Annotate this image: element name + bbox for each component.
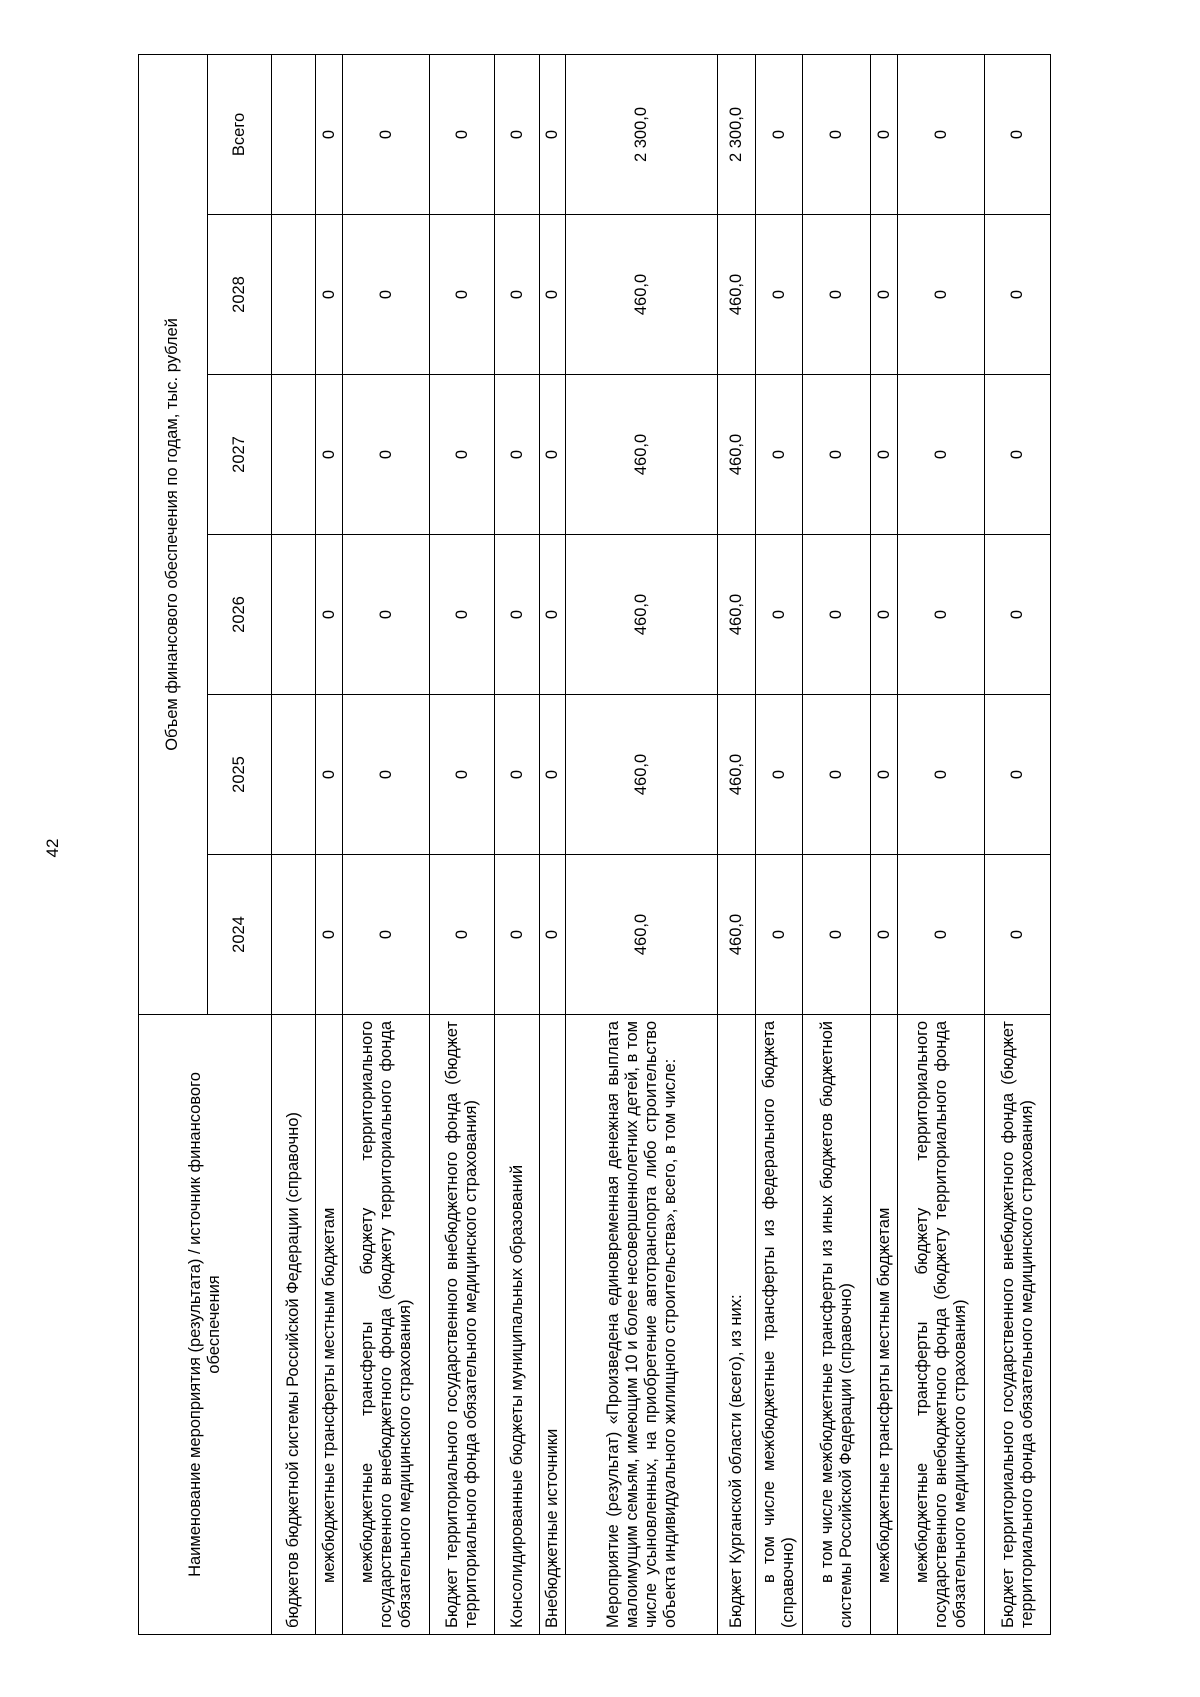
- value-2028: 0: [540, 215, 566, 375]
- header-name-column: Наименование мероприятия (результата) / источник финансового обеспечения: [139, 1015, 272, 1635]
- value-2026: 460,0: [718, 535, 756, 695]
- value-total: 0: [316, 54, 343, 214]
- row-name: межбюджетные трансферты бюджету территориального государственного внебюджетного фонда (бюджету территориального фонда обязательного медицинского страхования): [898, 1015, 985, 1635]
- table-row: [272, 54, 316, 1634]
- value-2024: 0: [756, 855, 803, 1015]
- value-2027: [272, 375, 316, 535]
- value-2024: 0: [495, 855, 540, 1015]
- value-total: 0: [871, 54, 898, 214]
- table-row: [871, 54, 898, 1634]
- rotated-page: [138, 55, 1098, 1635]
- value-2026: 0: [871, 535, 898, 695]
- value-total: 0: [985, 54, 1051, 214]
- row-name: межбюджетные трансферты местным бюджетам: [871, 1015, 898, 1635]
- value-total: 0: [898, 54, 985, 214]
- value-2026: 0: [898, 535, 985, 695]
- value-2024: 460,0: [566, 855, 718, 1015]
- value-2025: 0: [871, 695, 898, 855]
- value-total: 0: [540, 54, 566, 214]
- value-2024: 0: [985, 855, 1051, 1015]
- value-2028: 0: [430, 215, 495, 375]
- row-name: Мероприятие (результат) «Произведена единовременная денежная выплата малоимущим семьям, имеющим 10 и более несовершеннолетних детей, в том числе усыновленных, на приобретение автотранспорта либо строительство объекта индивидуального жилищного строительства», всего, в том числе:: [566, 1015, 718, 1635]
- value-2027: 0: [343, 375, 430, 535]
- table-row: [316, 54, 343, 1634]
- value-2026: 0: [430, 535, 495, 695]
- header-funding-group: Объем финансового обеспечения по годам, тыс. рублей: [139, 54, 208, 1014]
- value-total: 0: [430, 54, 495, 214]
- row-name: Бюджет Курганской области (всего), из них:: [718, 1015, 756, 1635]
- value-2028: 0: [898, 215, 985, 375]
- value-2025: 460,0: [718, 695, 756, 855]
- value-2027: 0: [871, 375, 898, 535]
- value-2024: 0: [430, 855, 495, 1015]
- row-name: Бюджет территориального государственного внебюджетного фонда (бюджет территориального фонда обязательного медицинского страхования): [430, 1015, 495, 1635]
- header-year-2027: 2027: [207, 375, 271, 535]
- value-total: 2 300,0: [718, 54, 756, 214]
- value-2026: 0: [495, 535, 540, 695]
- value-2026: 0: [803, 535, 871, 695]
- value-2024: 0: [871, 855, 898, 1015]
- value-2028: 0: [495, 215, 540, 375]
- value-2024: 0: [316, 855, 343, 1015]
- value-2025: 0: [803, 695, 871, 855]
- value-2026: 460,0: [566, 535, 718, 695]
- value-2026: [272, 535, 316, 695]
- value-2028: 460,0: [566, 215, 718, 375]
- table-row: [803, 54, 871, 1634]
- value-2028: 0: [343, 215, 430, 375]
- value-2025: 0: [316, 695, 343, 855]
- value-2027: 0: [985, 375, 1051, 535]
- value-2026: 0: [316, 535, 343, 695]
- table-row: [718, 54, 756, 1634]
- value-2027: 0: [430, 375, 495, 535]
- table-row: [756, 54, 803, 1634]
- value-2028: 0: [871, 215, 898, 375]
- row-name: межбюджетные трансферты бюджету территориального государственного внебюджетного фонда (бюджету территориального фонда обязательного медицинского страхования): [343, 1015, 430, 1635]
- value-2028: 0: [316, 215, 343, 375]
- value-2025: 460,0: [566, 695, 718, 855]
- value-2027: 0: [495, 375, 540, 535]
- value-2025: 0: [343, 695, 430, 855]
- table-row: [985, 54, 1051, 1634]
- value-total: 0: [343, 54, 430, 214]
- value-2026: 0: [343, 535, 430, 695]
- value-2027: 0: [756, 375, 803, 535]
- header-total: Всего: [207, 54, 271, 214]
- value-2028: 0: [985, 215, 1051, 375]
- table-header-row: [139, 54, 208, 1634]
- header-year-2025: 2025: [207, 695, 271, 855]
- value-2025: 0: [985, 695, 1051, 855]
- row-name: бюджетов бюджетной системы Российской Федерации (справочно): [272, 1015, 316, 1635]
- row-name: Консолидированные бюджеты муниципальных образований: [495, 1015, 540, 1635]
- value-2025: 0: [898, 695, 985, 855]
- value-2024: 0: [540, 855, 566, 1015]
- value-2024: 0: [343, 855, 430, 1015]
- value-2026: 0: [756, 535, 803, 695]
- value-2026: 0: [985, 535, 1051, 695]
- table-row: [898, 54, 985, 1634]
- value-2027: 0: [803, 375, 871, 535]
- value-2028: [272, 215, 316, 375]
- header-year-2026: 2026: [207, 535, 271, 695]
- value-2024: 0: [898, 855, 985, 1015]
- value-total: [272, 54, 316, 214]
- table-row: [430, 54, 495, 1634]
- value-2024: 460,0: [718, 855, 756, 1015]
- value-2027: 0: [898, 375, 985, 535]
- table-row: [495, 54, 540, 1634]
- table-row: [343, 54, 430, 1634]
- value-2027: 0: [540, 375, 566, 535]
- value-2027: 0: [316, 375, 343, 535]
- page-number: 42: [43, 838, 62, 858]
- row-name: в том числе межбюджетные трансферты из иных бюджетов бюджетной системы Российской Федерации (справочно): [803, 1015, 871, 1635]
- header-year-2028: 2028: [207, 215, 271, 375]
- value-2026: 0: [540, 535, 566, 695]
- value-2025: 0: [540, 695, 566, 855]
- value-2025: [272, 695, 316, 855]
- value-total: 0: [803, 54, 871, 214]
- value-2027: 460,0: [718, 375, 756, 535]
- value-2025: 0: [495, 695, 540, 855]
- value-2028: 460,0: [718, 215, 756, 375]
- row-name: межбюджетные трансферты местным бюджетам: [316, 1015, 343, 1635]
- row-name: Бюджет территориального государственного внебюджетного фонда (бюджет территориального фонда обязательного медицинского страхования): [985, 1015, 1051, 1635]
- value-2028: 0: [756, 215, 803, 375]
- value-2025: 0: [430, 695, 495, 855]
- row-name: Внебюджетные источники: [540, 1015, 566, 1635]
- value-2028: 0: [803, 215, 871, 375]
- value-2024: 0: [803, 855, 871, 1015]
- value-total: 2 300,0: [566, 54, 718, 214]
- value-2025: 0: [756, 695, 803, 855]
- value-2024: [272, 855, 316, 1015]
- row-name: в том числе межбюджетные трансферты из федерального бюджета (справочно): [756, 1015, 803, 1635]
- table-row: [540, 54, 566, 1634]
- value-2027: 460,0: [566, 375, 718, 535]
- header-year-2024: 2024: [207, 855, 271, 1015]
- value-total: 0: [756, 54, 803, 214]
- funding-table: [138, 54, 1051, 1635]
- value-total: 0: [495, 54, 540, 214]
- table-row: [566, 54, 718, 1634]
